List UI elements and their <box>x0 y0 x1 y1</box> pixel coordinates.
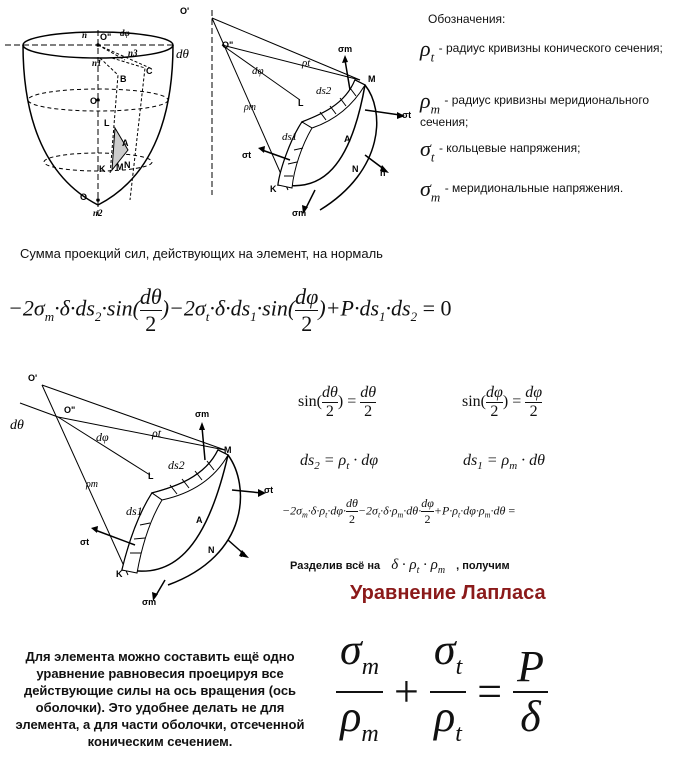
el-bot-m: M <box>224 445 232 455</box>
el-bot-o1: O' <box>28 373 38 383</box>
el-top-a: A <box>344 134 351 144</box>
label-k: K <box>99 164 106 174</box>
divide-prefix: Разделив всё на <box>290 560 381 572</box>
legend-item-sigma-m <box>420 176 650 205</box>
eq-sin-dphi: sin( $\frac{d\varphi}{2}$ ) = $\frac{d\varphi}{2}$ <box>462 384 543 420</box>
label-a: A <box>122 138 129 148</box>
el-bot-n-small: n <box>240 549 246 559</box>
el-top-rho-m: ρm <box>244 102 257 113</box>
bottom-description: Для элемента можно составить ещё одно уравнение равновесия проецируя все действующие силы на ось вращения (ось оболочки). Это удобнее делать не для элемента, а для части оболочки, отсеченной коническим сечением. <box>15 649 305 749</box>
el-bot-sigma-t: σt <box>80 537 90 547</box>
legend-symbol: $\sigma_m$ <box>420 176 441 205</box>
el-top-n-small: n <box>380 168 386 178</box>
element-diagram-bottom <box>0 365 280 610</box>
el-bot-dtheta: dθ <box>10 418 24 433</box>
el-top-o2: O" <box>222 40 234 50</box>
el-bot-sigma-t-right: σt <box>264 485 274 495</box>
el-bot-sigma-m-bottom: σm <box>142 597 157 607</box>
el-bot-n: N <box>208 545 215 555</box>
eq-ds2: $ds_2 = \rho_t \cdot d\varphi$ <box>300 452 379 473</box>
label-n-point: N <box>124 160 131 170</box>
el-top-dtheta: dθ <box>176 46 189 61</box>
el-top-rho-t: ρt <box>302 57 311 69</box>
label-o: O <box>80 192 88 202</box>
eq-ds1: $ds_1 = \rho_m \cdot d\theta$ <box>463 452 546 473</box>
eq-sin-dtheta: sin( $\frac{d\theta}{2}$ ) = $\frac{d\theta}{2}$ <box>298 384 377 420</box>
label-m: M <box>116 162 124 172</box>
el-top-ds1: ds1 <box>282 131 298 143</box>
legend-symbol: $\sigma_t$ <box>420 136 435 165</box>
legend-item-rho-t <box>420 36 670 65</box>
legend-symbol: $\rho_m$ <box>420 88 440 117</box>
main-equation: $-2\sigma_m\cdot\delta\cdot ds_2\cdot\sin$( $\frac{d\theta}{2}$ )$-2\sigma_t\cdot\delta\cdot ds_1\cdot\sin$( $\frac{d\varphi}{2}$ )$+P\cdot ds_1\cdot ds_2 = 0$ <box>8 284 452 336</box>
legend-text: - радиус кривизны меридионального сечения; <box>420 93 650 130</box>
el-bot-l: L <box>148 471 154 481</box>
label-n1: n1 <box>92 58 102 68</box>
el-top-n: N <box>352 164 359 174</box>
el-top-k: K <box>270 184 277 194</box>
el-top-sigma-m-bottom: σm <box>292 208 307 218</box>
label-n2: n2 <box>93 208 103 218</box>
el-bot-ds1: ds1 <box>126 504 143 518</box>
legend-item-sigma-t <box>420 136 670 165</box>
el-top-sigma-t-right: σt <box>402 110 412 120</box>
label-c: C <box>146 66 153 76</box>
el-bot-ds2: ds2 <box>168 458 185 472</box>
laplace-title: Уравнение Лапласа <box>350 582 546 604</box>
el-bot-k: K <box>116 569 123 579</box>
label-n3: n3 <box>128 48 138 58</box>
legend-title: Обозначения: <box>428 12 506 26</box>
divide-suffix: , получим <box>456 560 510 572</box>
el-top-o1: O' <box>180 6 190 16</box>
legend-text: - кольцевые напряжения; <box>438 141 581 155</box>
el-bot-dphi: dφ <box>96 430 109 444</box>
label-l: L <box>104 118 110 128</box>
el-top-m: M <box>368 74 376 84</box>
divide-expression: $\delta \cdot \rho_t \cdot \rho_m$ <box>391 557 446 576</box>
eq-expanded: $-2\sigma_m\cdot\delta\cdot\rho_t\cdot d\varphi\cdot$ $\frac{d\theta}{2}$ $-2\sigma_t\cdot\delta\cdot\rho_m\cdot d\theta\cdot$ $\frac{d\varphi}{2}$ $+P\cdot\rho_t\cdot d\varphi\cdot\rho_m\cdot d\theta$ = <box>282 496 516 526</box>
legend-text: - радиус кривизны конического сечения; <box>438 41 663 55</box>
el-top-sigma-t: σt <box>242 150 252 160</box>
label-o1: O' <box>90 96 100 106</box>
label-b: B <box>120 74 127 84</box>
el-bot-sigma-m: σm <box>195 409 210 419</box>
laplace-equation: $\frac{\sigma_m}{\rho_m}$ + $\frac{\sigma_t}{\rho_t}$ = $\frac{P}{\delta}$ <box>336 626 548 758</box>
el-top-sigma-m: σm <box>338 44 353 54</box>
label-o2: O" <box>100 32 112 42</box>
element-diagram-top <box>170 0 420 230</box>
el-bot-rho-t: ρt <box>152 426 162 440</box>
legend-item-rho-m <box>420 88 670 135</box>
el-bot-rho-m: ρm <box>86 479 99 490</box>
el-bot-o2: O" <box>64 405 76 415</box>
legend-text: - меридиональные напряжения. <box>444 181 624 195</box>
divide-line <box>290 557 510 576</box>
el-bot-a: A <box>196 515 203 525</box>
label-dphi: dφ <box>120 28 130 38</box>
legend-symbol: $\rho_t$ <box>420 36 435 65</box>
vessel-diagram <box>0 0 180 230</box>
el-top-dphi: dφ <box>252 65 264 77</box>
el-top-ds2: ds2 <box>316 85 332 97</box>
label-n: n <box>82 30 88 40</box>
el-top-l: L <box>298 98 304 108</box>
sum-description: Сумма проекций сил, действующих на элемент, на нормаль <box>20 246 383 261</box>
